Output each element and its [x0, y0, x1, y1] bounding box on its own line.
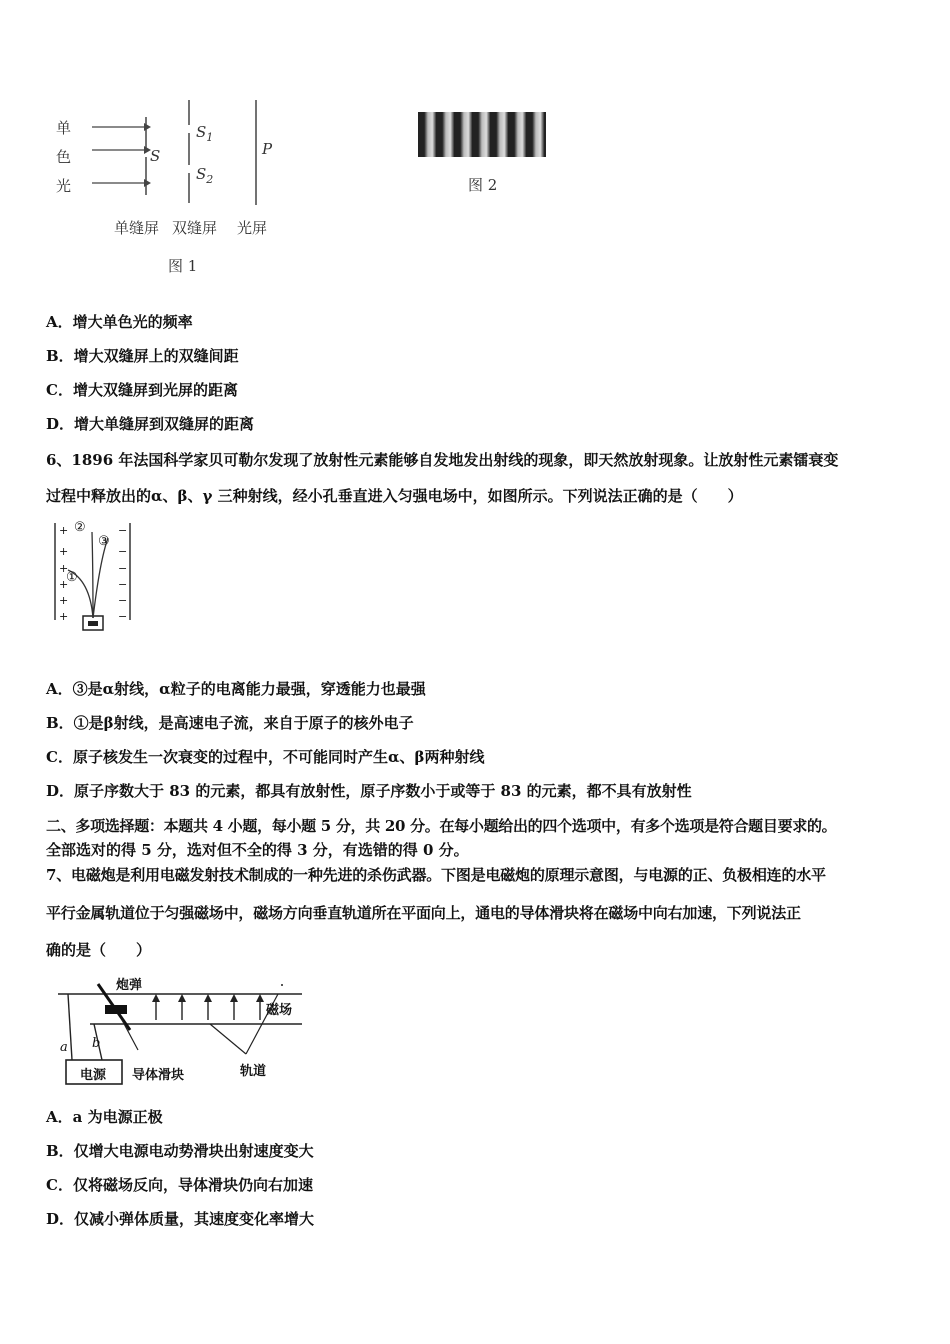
plus-sign-1: +	[59, 524, 69, 537]
q6-stem-line-1: 6、1896 年法国科学家贝可勒尔发现了放射性元素能够自发地发出射线的现象，即天然放射现象。让放射性元素镭衰变	[46, 451, 839, 469]
label-projectile: 炮弹	[116, 978, 143, 993]
plus-sign-6: +	[59, 610, 69, 623]
q5-option-a: A．增大单色光的频率	[46, 313, 193, 331]
minus-sign-2: −	[118, 545, 128, 558]
s1-label: $S_1$	[196, 123, 214, 144]
ray-label-2: ②	[74, 520, 86, 535]
label-field: 磁场	[266, 1003, 293, 1018]
q5-option-d: D．增大单缝屏到双缝屏的距离	[46, 415, 255, 433]
q5-option-b: B．增大双缝屏上的双缝间距	[46, 347, 239, 365]
label-rail: 轨道	[240, 1064, 267, 1079]
light-label-2: 色	[56, 148, 72, 166]
s-label: S	[150, 147, 161, 165]
plus-sign-4: +	[59, 578, 69, 591]
ray-label-1: ①	[66, 570, 78, 585]
minus-sign-6: −	[118, 610, 128, 623]
q7-option-a: A．a 为电源正极	[46, 1108, 163, 1126]
label-slider: 导体滑块	[132, 1068, 185, 1083]
fringe-pattern	[418, 112, 546, 157]
q6-option-a: A．③是α射线，α粒子的电离能力最强，穿透能力也最强	[46, 680, 426, 698]
section-2-line-2: 全部选对的得 5 分，选对但不全的得 3 分，有选错的得 0 分。	[46, 841, 469, 859]
q7-stem-line-1: 7、电磁炮是利用电磁发射技术制成的一种先进的杀伤武器。下图是电磁炮的原理示意图，与电源的正、负极相连的水平	[46, 866, 826, 884]
q6-option-d: D．原子序数大于 83 的元素，都具有放射性，原子序数小于或等于 83 的元素，都不具有放射性	[46, 782, 692, 800]
label-power-source: 电源	[80, 1068, 107, 1083]
q7-option-d: D．仅减小弹体质量，其速度变化率增大	[46, 1210, 315, 1228]
screen-label-single: 单缝屏	[114, 219, 160, 237]
s2-label: $S_2$	[196, 165, 214, 186]
figure-2-fringes	[418, 112, 548, 197]
p-label: P	[262, 140, 273, 158]
minus-sign-3: −	[118, 562, 128, 575]
light-label-3: 光	[56, 177, 72, 195]
plus-sign-5: +	[59, 594, 69, 607]
section-2-line-1: 二、多项选择题：本题共 4 小题，每小题 5 分，共 20 分。在每小题给出的四个选项中，有多个选项是符合题目要求的。	[46, 817, 837, 835]
plus-sign-2: +	[59, 545, 69, 558]
q6-option-b: B．①是β射线，是高速电子流，来自于原子的核外电子	[46, 714, 414, 732]
q6-option-c: C．原子核发生一次衰变的过程中，不可能同时产生α、β两种射线	[46, 748, 485, 766]
light-label-1: 单	[56, 119, 72, 137]
screen-label-double: 双缝屏	[172, 219, 218, 237]
q7-stem-line-2: 平行金属轨道位于匀强磁场中，磁场方向垂直轨道所在平面向上，通电的导体滑块将在磁场中向右加速，下列说法正	[46, 904, 801, 922]
ray-label-3: ③	[98, 534, 110, 549]
label-a: a	[60, 1040, 68, 1055]
figure-2-caption: 图 2	[468, 176, 498, 194]
q5-option-c: C．增大双缝屏到光屏的距离	[46, 381, 238, 399]
q6-figure-radiation	[50, 520, 140, 640]
q7-figure-railgun	[50, 972, 310, 1087]
minus-sign-1: −	[118, 524, 128, 537]
plus-sign-3: +	[59, 562, 69, 575]
q7-option-b: B．仅增大电源电动势滑块出射速度变大	[46, 1142, 314, 1160]
label-b: b	[92, 1036, 101, 1051]
q6-stem-line-2: 过程中释放出的α、β、γ 三种射线，经小孔垂直进入匀强电场中，如图所示。下列说法正确的是（ ）	[46, 487, 743, 505]
q7-option-c: C．仅将磁场反向，导体滑块仍向右加速	[46, 1176, 313, 1194]
minus-sign-5: −	[118, 594, 128, 607]
minus-sign-4: −	[118, 578, 128, 591]
figure-1-double-slit	[40, 95, 300, 285]
screen-label-light: 光屏	[237, 219, 268, 237]
figure-1-caption: 图 1	[168, 257, 198, 275]
q7-stem-line-3: 确的是（ ）	[46, 941, 152, 959]
